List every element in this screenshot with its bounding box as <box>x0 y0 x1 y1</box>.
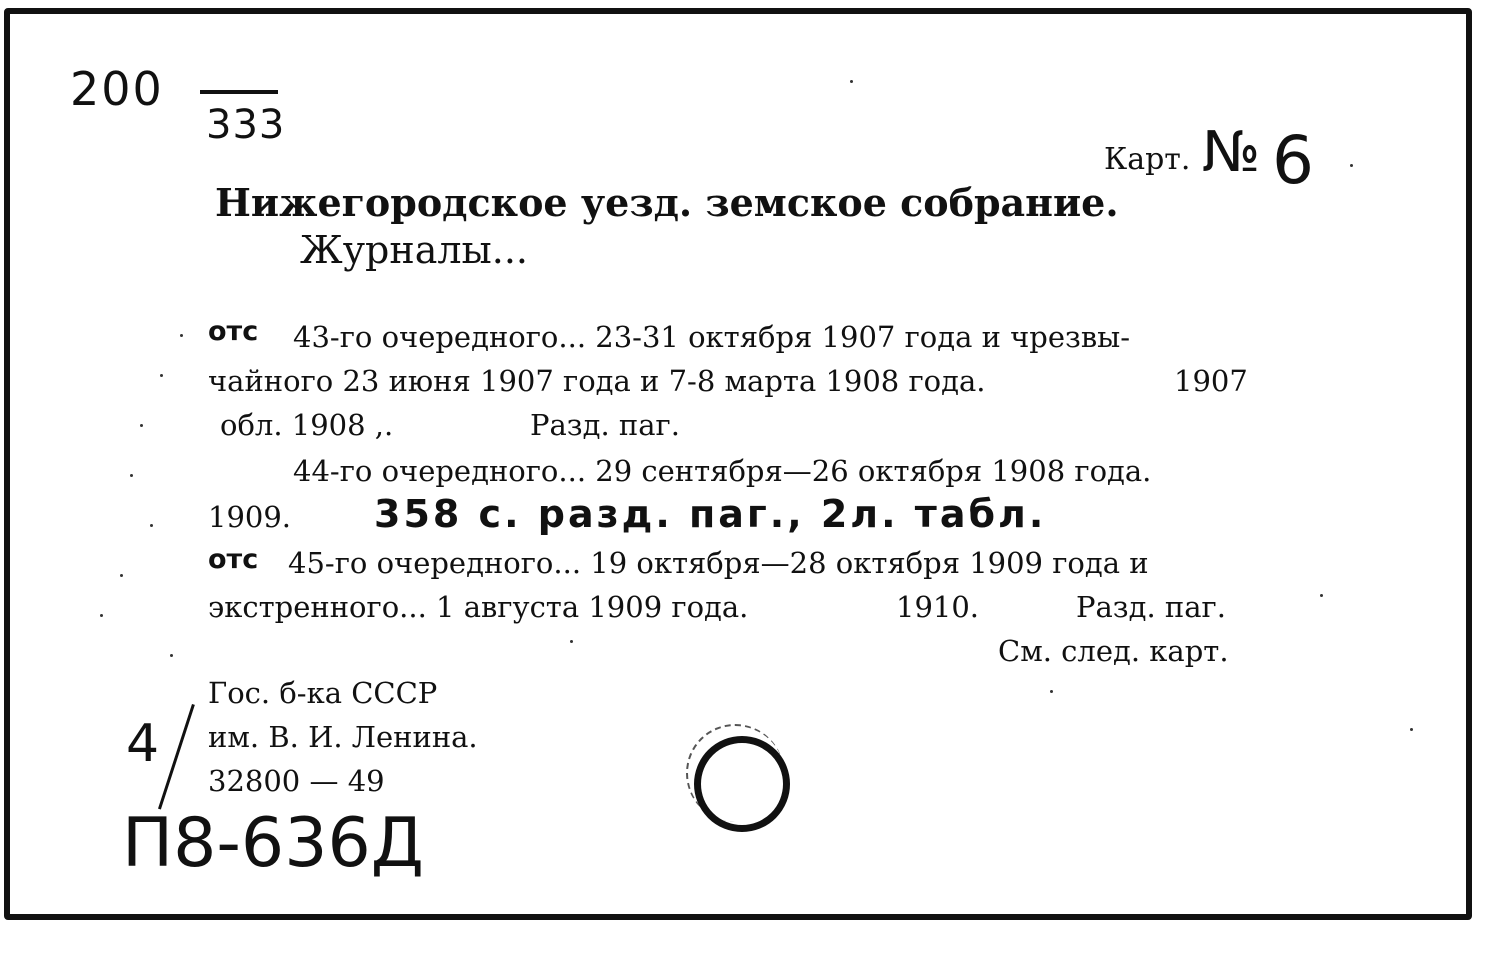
card-number-value: 6 <box>1272 122 1314 199</box>
card-subheading: Журналы... <box>300 228 528 272</box>
shelf-mark-rule <box>200 90 278 94</box>
card-number-sign: № <box>1202 120 1261 185</box>
speckle <box>130 474 133 477</box>
library-dedication: им. В. И. Ленина. <box>208 720 478 754</box>
speckle <box>1050 690 1053 693</box>
entry-3-line-4: Разд. паг. <box>1076 590 1226 624</box>
entry-3-line-2: экстренного... 1 августа 1909 года. <box>208 590 749 624</box>
speckle <box>170 654 173 657</box>
entry-1-line-1: 43-го очередного... 23-31 октября 1907 года и чрезвы- <box>293 320 1131 354</box>
speckle <box>100 614 103 617</box>
speckle <box>1320 594 1323 597</box>
entry-3-line-1: 45-го очередного... 19 октября—28 октября 1909 года и <box>288 546 1149 580</box>
side-mark: 4 <box>126 714 160 774</box>
continuation-note: См. след. карт. <box>998 634 1229 668</box>
print-order-number: 32800 — 49 <box>208 764 385 798</box>
speckle <box>140 424 143 427</box>
speckle <box>1410 728 1413 731</box>
speckle <box>120 574 123 577</box>
speckle <box>180 334 183 337</box>
entry-1-line-2: чайного 23 июня 1907 года и 7-8 марта 1908 года. <box>208 364 986 398</box>
card-heading: Нижегородское уезд. земское собрание. <box>215 180 1119 225</box>
shelf-mark-top: 200 <box>70 62 164 116</box>
entry-2-line-1: 44-го очередного... 29 сентября—26 октября 1908 года. <box>293 454 1152 488</box>
entry-3-prefix: отс <box>208 544 259 575</box>
shelf-mark-bottom: 333 <box>206 102 286 148</box>
library-name: Гос. б-ка СССР <box>208 676 438 710</box>
entry-2-handwritten-note: 358 с. разд. паг., 2л. табл. <box>374 492 1047 536</box>
card-number-label: Карт. <box>1104 142 1191 177</box>
speckle <box>160 374 163 377</box>
speckle <box>850 80 853 83</box>
speckle <box>570 640 573 643</box>
entry-1-line-3: обл. 1908 ,. <box>220 408 394 442</box>
speckle <box>150 524 153 527</box>
entry-2-line-2: 1909. <box>208 500 292 534</box>
handwritten-bracket <box>158 704 195 810</box>
entry-1-year: 1907 <box>1174 364 1248 398</box>
catalog-card <box>4 8 1472 920</box>
call-number: П8-636Д <box>122 804 424 883</box>
entry-1-prefix: отс <box>208 316 259 347</box>
entry-3-line-3: 1910. <box>896 590 980 624</box>
entry-1-line-4: Разд. паг. <box>530 408 680 442</box>
speckle <box>1350 164 1353 167</box>
stamp-ring <box>694 736 790 832</box>
